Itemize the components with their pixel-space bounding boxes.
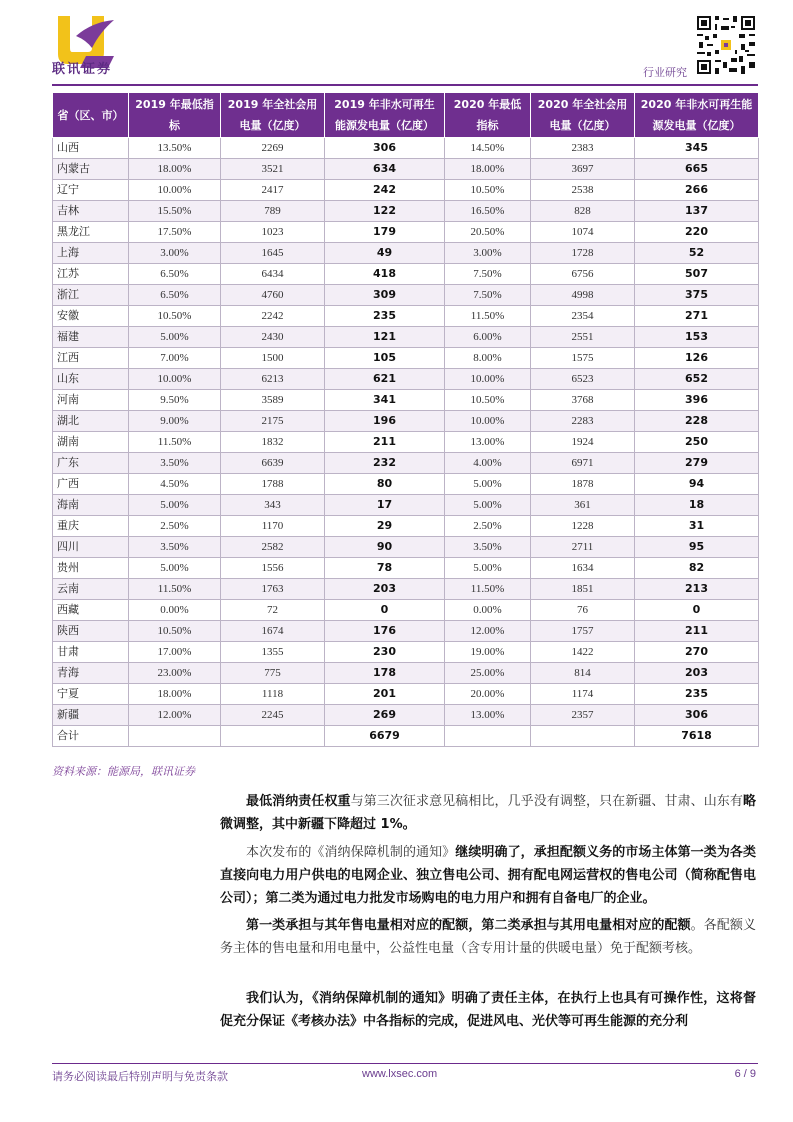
- col-header-2020-consumption: 2020 年全社会用电量（亿度）: [531, 93, 635, 138]
- header-divider: [52, 84, 758, 86]
- table-cell: 18.00%: [129, 684, 221, 705]
- table-row: [53, 138, 759, 159]
- table-cell: 19.00%: [445, 642, 531, 663]
- table-cell: 0: [635, 600, 759, 621]
- table-cell: 江苏: [53, 264, 129, 285]
- col-header-2020-nonhydro: 2020 年非水可再生能源发电量（亿度）: [635, 93, 759, 138]
- table-cell: 242: [325, 180, 445, 201]
- table-row: [53, 558, 759, 579]
- table-cell: 3697: [531, 159, 635, 180]
- table-cell: 6434: [221, 264, 325, 285]
- table-row: [53, 390, 759, 411]
- paragraph-bold: 我们认为，《消纳保障机制的通知》明确了责任主体，在执行上也具有可操作性，这将督促充分保证《考核办法》中各指标的完成，促进风电、光伏等可再生能源的充分利: [220, 991, 756, 1029]
- table-cell: 18: [635, 495, 759, 516]
- table-cell: 279: [635, 453, 759, 474]
- table-row: [53, 579, 759, 600]
- table-body: [53, 138, 759, 747]
- table-cell: 3589: [221, 390, 325, 411]
- table-cell: 5.00%: [129, 495, 221, 516]
- table-cell: 211: [325, 432, 445, 453]
- table-cell: 203: [635, 663, 759, 684]
- table-cell: 1645: [221, 243, 325, 264]
- table-cell: 211: [635, 621, 759, 642]
- table-cell: 11.50%: [129, 579, 221, 600]
- table-row: [53, 474, 759, 495]
- table-header-row: [53, 93, 759, 138]
- table-cell: 105: [325, 348, 445, 369]
- table-row: [53, 348, 759, 369]
- paragraph-market-entities: [220, 841, 756, 910]
- table-cell: 青海: [53, 663, 129, 684]
- table-row: [53, 180, 759, 201]
- paragraph-bold: 第一类承担与其年售电量相对应的配额，第二类承担与其用电量相对应的配额: [246, 918, 691, 933]
- table-cell: 6.00%: [445, 327, 531, 348]
- table-cell: 1355: [221, 642, 325, 663]
- table-row: [53, 243, 759, 264]
- table-cell: 3.50%: [129, 537, 221, 558]
- table-cell: 343: [221, 495, 325, 516]
- table-cell: 309: [325, 285, 445, 306]
- table-cell: 2711: [531, 537, 635, 558]
- table-cell: 29: [325, 516, 445, 537]
- paragraph-text: 与第三次征求意见稿相比，几乎没有调整，只在新疆、甘肃、山东有: [350, 794, 743, 809]
- table-cell: 90: [325, 537, 445, 558]
- col-header-2019-consumption: 2019 年全社会用电量（亿度）: [221, 93, 325, 138]
- table-cell: 7.50%: [445, 264, 531, 285]
- table-cell: 375: [635, 285, 759, 306]
- table-cell: 海南: [53, 495, 129, 516]
- table-row: [53, 516, 759, 537]
- table-cell: 内蒙古: [53, 159, 129, 180]
- footer-website-link[interactable]: www.lxsec.com: [362, 1068, 438, 1080]
- table-cell: 20.50%: [445, 222, 531, 243]
- paragraph-bold: 最低消纳责任权重: [246, 794, 351, 809]
- table-row: [53, 642, 759, 663]
- table-cell: 1728: [531, 243, 635, 264]
- report-section-label: 行业研究: [643, 66, 687, 79]
- table-cell: 2538: [531, 180, 635, 201]
- table-cell: 271: [635, 306, 759, 327]
- table-cell: 14.50%: [445, 138, 531, 159]
- table-cell: 1575: [531, 348, 635, 369]
- table-cell: 山东: [53, 369, 129, 390]
- table-cell: 浙江: [53, 285, 129, 306]
- table-cell: 16.50%: [445, 201, 531, 222]
- table-row: [53, 201, 759, 222]
- table-cell: 2582: [221, 537, 325, 558]
- table-cell: 1788: [221, 474, 325, 495]
- table-cell: 11.50%: [445, 306, 531, 327]
- table-cell: 0: [325, 600, 445, 621]
- table-cell: 10.00%: [129, 180, 221, 201]
- table-cell: 4.00%: [445, 453, 531, 474]
- table-cell: 2283: [531, 411, 635, 432]
- table-cell: 4.50%: [129, 474, 221, 495]
- table-cell: 安徽: [53, 306, 129, 327]
- table-cell: 220: [635, 222, 759, 243]
- table-cell: 270: [635, 642, 759, 663]
- col-header-2019-nonhydro: 2019 年非水可再生能源发电量（亿度）: [325, 93, 445, 138]
- table-cell: 7.00%: [129, 348, 221, 369]
- table-cell: 18.00%: [445, 159, 531, 180]
- table-cell: 176: [325, 621, 445, 642]
- table-cell: 1832: [221, 432, 325, 453]
- table-cell: [221, 726, 325, 747]
- table-cell: [445, 726, 531, 747]
- table-cell: 2175: [221, 411, 325, 432]
- table-cell: 828: [531, 201, 635, 222]
- table-cell: 235: [635, 684, 759, 705]
- table-cell: 52: [635, 243, 759, 264]
- table-cell: 10.50%: [129, 306, 221, 327]
- table-cell: 4998: [531, 285, 635, 306]
- table-cell: 湖北: [53, 411, 129, 432]
- table-cell: 1074: [531, 222, 635, 243]
- table-cell: 13.00%: [445, 432, 531, 453]
- table-cell: 1878: [531, 474, 635, 495]
- table-cell: 122: [325, 201, 445, 222]
- table-cell: 12.00%: [129, 705, 221, 726]
- table-cell: 10.00%: [129, 369, 221, 390]
- table-cell: 新疆: [53, 705, 129, 726]
- brand-name: 联讯证券: [52, 62, 113, 77]
- table-cell: 1170: [221, 516, 325, 537]
- table-cell: 7618: [635, 726, 759, 747]
- table-cell: 河南: [53, 390, 129, 411]
- table-cell: 306: [325, 138, 445, 159]
- table-cell: 吉林: [53, 201, 129, 222]
- table-cell: 2.50%: [445, 516, 531, 537]
- table-cell: 4760: [221, 285, 325, 306]
- paragraph-quota-allocation: [220, 914, 756, 960]
- paragraph-bold: 略微调整，其中新疆下降超过 1%。: [220, 794, 756, 832]
- table-cell: 1763: [221, 579, 325, 600]
- table-cell: 3.00%: [445, 243, 531, 264]
- table-cell: 17.00%: [129, 642, 221, 663]
- table-cell: 西藏: [53, 600, 129, 621]
- table-cell: 789: [221, 201, 325, 222]
- table-cell: 213: [635, 579, 759, 600]
- table-cell: 2245: [221, 705, 325, 726]
- col-header-province: 省（区、市）: [53, 93, 129, 138]
- table-cell: 1422: [531, 642, 635, 663]
- table-cell: 18.00%: [129, 159, 221, 180]
- data-source-note: 资料来源：能源局，联讯证券: [52, 765, 195, 778]
- table-cell: 95: [635, 537, 759, 558]
- paragraph-quota-adjustment: [220, 790, 756, 836]
- table-cell: 湖南: [53, 432, 129, 453]
- table-cell: 江西: [53, 348, 129, 369]
- table-cell: [531, 726, 635, 747]
- table-cell: 重庆: [53, 516, 129, 537]
- table-cell: 1634: [531, 558, 635, 579]
- table-cell: 10.50%: [445, 390, 531, 411]
- paragraph-bold: 继续明确了，承担配额义务的市场主体第一类为各类直接向电力用户供电的电网企业、独立售电公司、拥有配电网运营权的售电公司（简称配售电公司）；第二类为通过电力批发市场购电的电力用户和拥有自备电厂的企业。: [220, 845, 756, 906]
- table-cell: 1851: [531, 579, 635, 600]
- table-row: [53, 705, 759, 726]
- table-row: [53, 600, 759, 621]
- table-row: [53, 306, 759, 327]
- table-cell: 山西: [53, 138, 129, 159]
- table-cell: 1674: [221, 621, 325, 642]
- table-cell: 126: [635, 348, 759, 369]
- table-cell: 广西: [53, 474, 129, 495]
- table-cell: 13.50%: [129, 138, 221, 159]
- table-cell: 四川: [53, 537, 129, 558]
- table-cell: 1023: [221, 222, 325, 243]
- table-cell: 9.50%: [129, 390, 221, 411]
- table-cell: 121: [325, 327, 445, 348]
- table-cell: 6.50%: [129, 264, 221, 285]
- table-cell: 153: [635, 327, 759, 348]
- table-cell: 345: [635, 138, 759, 159]
- table-cell: 2430: [221, 327, 325, 348]
- table-cell: 341: [325, 390, 445, 411]
- table-cell: 2383: [531, 138, 635, 159]
- table-cell: 49: [325, 243, 445, 264]
- footer-divider: [52, 1063, 758, 1064]
- table-cell: 贵州: [53, 558, 129, 579]
- table-cell: 5.00%: [129, 327, 221, 348]
- table-cell: 10.50%: [129, 621, 221, 642]
- table-cell: 11.50%: [129, 432, 221, 453]
- renewable-quota-table: [52, 92, 759, 747]
- table-cell: 201: [325, 684, 445, 705]
- table-cell: 5.00%: [129, 558, 221, 579]
- table-cell: 6756: [531, 264, 635, 285]
- table-cell: 634: [325, 159, 445, 180]
- table-cell: 15.50%: [129, 201, 221, 222]
- table-row: [53, 285, 759, 306]
- table-row: [53, 684, 759, 705]
- table-cell: 178: [325, 663, 445, 684]
- table-cell: 6523: [531, 369, 635, 390]
- table-cell: 1757: [531, 621, 635, 642]
- col-header-2019-quota: 2019 年最低指标: [129, 93, 221, 138]
- table-cell: 辽宁: [53, 180, 129, 201]
- table-cell: 652: [635, 369, 759, 390]
- table-cell: 0.00%: [445, 600, 531, 621]
- paragraph-text: 。各配额义务主体的售电量和用电量中，公益性电量（含专用计量的供暖电量）免于配额考核。: [220, 918, 756, 956]
- table-cell: 266: [635, 180, 759, 201]
- table-row: [53, 453, 759, 474]
- table-cell: 10.00%: [445, 369, 531, 390]
- table-cell: 137: [635, 201, 759, 222]
- table-cell: 1228: [531, 516, 635, 537]
- table-cell: 1174: [531, 684, 635, 705]
- table-cell: 云南: [53, 579, 129, 600]
- table-cell: 福建: [53, 327, 129, 348]
- table-cell: 232: [325, 453, 445, 474]
- table-cell: 78: [325, 558, 445, 579]
- table-row: [53, 327, 759, 348]
- table-cell: 2242: [221, 306, 325, 327]
- col-header-2020-quota: 2020 年最低指标: [445, 93, 531, 138]
- paragraph-text: 本次发布的《消纳保障机制的通知》: [246, 845, 456, 860]
- table-cell: 230: [325, 642, 445, 663]
- table-cell: 6971: [531, 453, 635, 474]
- table-cell: 228: [635, 411, 759, 432]
- table-cell: 235: [325, 306, 445, 327]
- table-cell: 31: [635, 516, 759, 537]
- table-cell: 203: [325, 579, 445, 600]
- table-cell: 507: [635, 264, 759, 285]
- table-cell: 黑龙江: [53, 222, 129, 243]
- table-row: [53, 264, 759, 285]
- table-cell: 广东: [53, 453, 129, 474]
- table-cell: 6.50%: [129, 285, 221, 306]
- table-cell: 3768: [531, 390, 635, 411]
- table-cell: 甘肃: [53, 642, 129, 663]
- table-cell: 17.50%: [129, 222, 221, 243]
- table-cell: 宁夏: [53, 684, 129, 705]
- table-cell: 12.00%: [445, 621, 531, 642]
- table-cell: 1556: [221, 558, 325, 579]
- table-cell: 17: [325, 495, 445, 516]
- table-cell: 82: [635, 558, 759, 579]
- table-cell: 396: [635, 390, 759, 411]
- table-cell: [129, 726, 221, 747]
- table-cell: 2357: [531, 705, 635, 726]
- table-cell: 13.00%: [445, 705, 531, 726]
- qr-code-icon: [695, 14, 757, 76]
- table-cell: 1924: [531, 432, 635, 453]
- table-cell: 0.00%: [129, 600, 221, 621]
- table-cell: 3.50%: [129, 453, 221, 474]
- table-row: [53, 159, 759, 180]
- table-cell: 6213: [221, 369, 325, 390]
- table-cell: 3521: [221, 159, 325, 180]
- table-cell: 269: [325, 705, 445, 726]
- table-cell: 179: [325, 222, 445, 243]
- table-cell: 2269: [221, 138, 325, 159]
- table-row: [53, 369, 759, 390]
- table-cell: 5.00%: [445, 495, 531, 516]
- table-cell: 306: [635, 705, 759, 726]
- table-cell: 5.00%: [445, 474, 531, 495]
- table-cell: 1500: [221, 348, 325, 369]
- table-cell: 814: [531, 663, 635, 684]
- table-row: [53, 621, 759, 642]
- table-cell: 3.00%: [129, 243, 221, 264]
- table-cell: 196: [325, 411, 445, 432]
- table-cell: 5.00%: [445, 558, 531, 579]
- table-cell: 8.00%: [445, 348, 531, 369]
- table-cell: 361: [531, 495, 635, 516]
- table-cell: 72: [221, 600, 325, 621]
- paragraph-our-view: [220, 987, 756, 1033]
- table-cell: 418: [325, 264, 445, 285]
- table-cell: 665: [635, 159, 759, 180]
- footer-disclaimer: 请务必阅读最后特别声明与免责条款: [52, 1070, 228, 1083]
- table-cell: 10.00%: [445, 411, 531, 432]
- table-cell: 2551: [531, 327, 635, 348]
- table-row: [53, 432, 759, 453]
- table-cell: 25.00%: [445, 663, 531, 684]
- table-cell: 上海: [53, 243, 129, 264]
- table-cell: 20.00%: [445, 684, 531, 705]
- table-row: [53, 663, 759, 684]
- table-row: [53, 411, 759, 432]
- table-cell: 23.00%: [129, 663, 221, 684]
- table-total-row: [53, 726, 759, 747]
- table-cell: 10.50%: [445, 180, 531, 201]
- table-cell: 1118: [221, 684, 325, 705]
- table-cell: 76: [531, 600, 635, 621]
- table-cell: 80: [325, 474, 445, 495]
- table-cell: 2354: [531, 306, 635, 327]
- table-cell: 陕西: [53, 621, 129, 642]
- table-cell: 94: [635, 474, 759, 495]
- table-cell: 621: [325, 369, 445, 390]
- table-cell: 775: [221, 663, 325, 684]
- table-cell: 合计: [53, 726, 129, 747]
- table-cell: 2417: [221, 180, 325, 201]
- table-cell: 7.50%: [445, 285, 531, 306]
- table-row: [53, 537, 759, 558]
- table-cell: 9.00%: [129, 411, 221, 432]
- footer-page-number: 6 / 9: [734, 1068, 756, 1080]
- table-row: [53, 495, 759, 516]
- table-cell: 250: [635, 432, 759, 453]
- table-cell: 6679: [325, 726, 445, 747]
- table-row: [53, 222, 759, 243]
- table-cell: 11.50%: [445, 579, 531, 600]
- table-cell: 2.50%: [129, 516, 221, 537]
- table-cell: 3.50%: [445, 537, 531, 558]
- table-cell: 6639: [221, 453, 325, 474]
